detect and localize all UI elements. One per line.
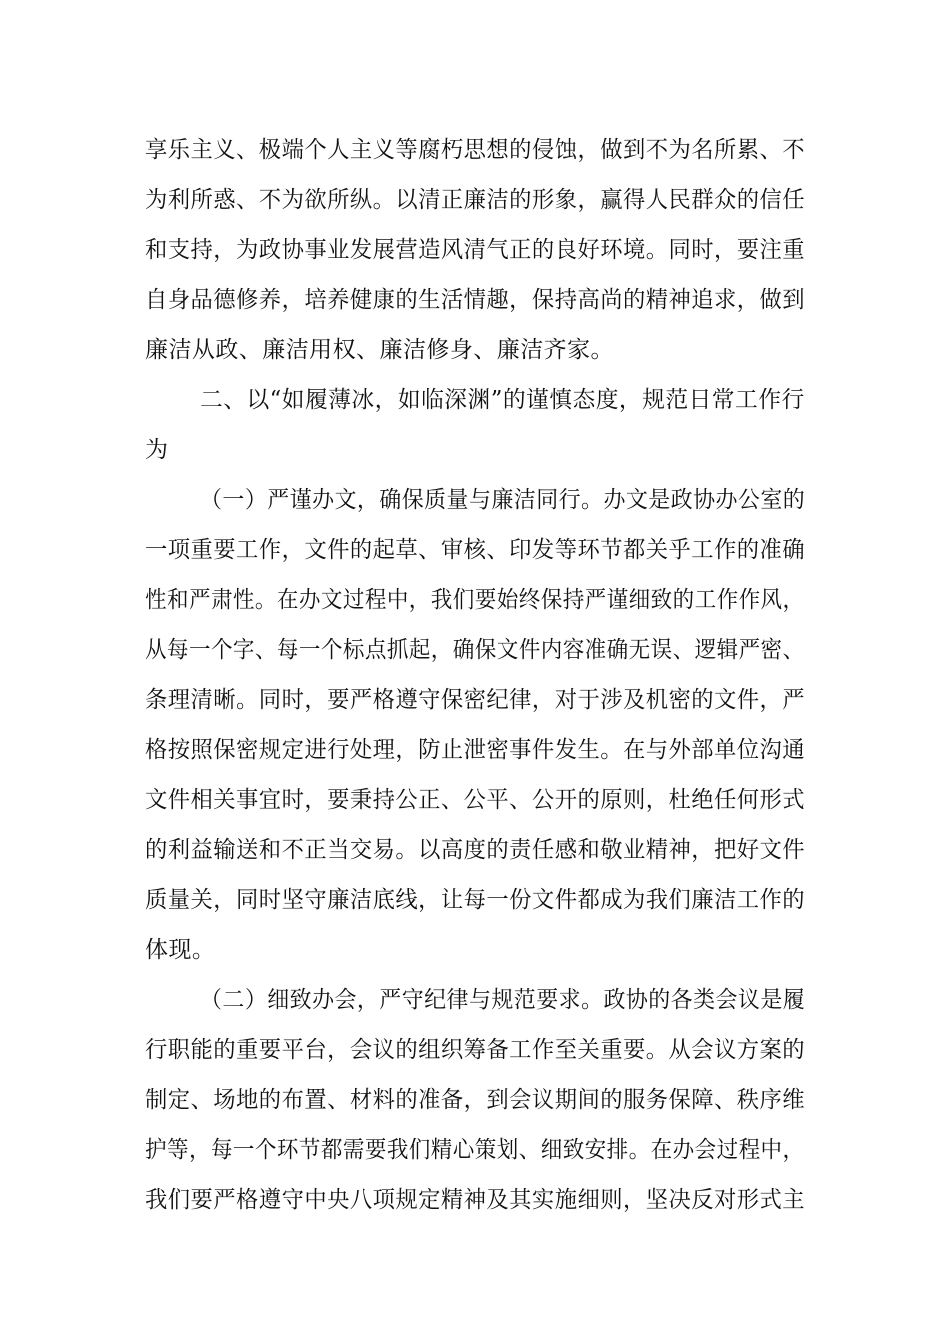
text-line: 自身品德修养，培养健康的生活情趣，保持高尚的精神追求，做到 xyxy=(145,287,806,313)
text-line: 我们要严格遵守中央八项规定精神及其实施细则，坚决反对形式主 xyxy=(145,1187,806,1213)
text-line: 行职能的重要平台，会议的组织筹备工作至关重要。从会议方案的 xyxy=(145,1037,806,1063)
text-line: 体现。 xyxy=(145,937,216,963)
text-line: 一项重要工作，文件的起草、审核、印发等环节都关乎工作的准确 xyxy=(145,537,806,563)
text-line: 为利所惑、不为欲所纵。以清正廉洁的形象，赢得人民群众的信任 xyxy=(145,187,806,213)
text-line: 从每一个字、每一个标点抓起，确保文件内容准确无误、逻辑严密、 xyxy=(145,637,805,663)
text-line: 质量关，同时坚守廉洁底线，让每一份文件都成为我们廉洁工作的 xyxy=(145,887,806,913)
text-line: 享乐主义、极端个人主义等腐朽思想的侵蚀，做到不为名所累、不 xyxy=(145,137,806,163)
text-line: （二）细致办会，严守纪律与规范要求。政协的各类会议是履 xyxy=(200,987,806,1013)
section-heading-line: 二、以“如履薄冰，如临深渊”的谨慎态度，规范日常工作行 xyxy=(200,387,805,413)
text-line: 性和严肃性。在办文过程中，我们要始终保持严谨细致的工作作风， xyxy=(145,587,805,613)
text-line: 条理清晰。同时，要严格遵守保密纪律，对于涉及机密的文件，严 xyxy=(145,687,806,713)
text-line: 护等，每一个环节都需要我们精心策划、细致安排。在办会过程中， xyxy=(145,1137,805,1163)
text-line: 和支持，为政协事业发展营造风清气正的良好环境。同时，要注重 xyxy=(145,237,806,263)
text-line: 文件相关事宜时，要秉持公正、公平、公开的原则，杜绝任何形式 xyxy=(145,787,806,813)
text-line: （一）严谨办文，确保质量与廉洁同行。办文是政协办公室的 xyxy=(200,487,806,513)
text-line: 廉洁从政、廉洁用权、廉洁修身、廉洁齐家。 xyxy=(145,337,614,363)
text-line: 格按照保密规定进行处理，防止泄密事件发生。在与外部单位沟通 xyxy=(145,737,806,763)
section-heading-line: 为 xyxy=(145,437,169,463)
text-line: 的利益输送和不正当交易。以高度的责任感和敬业精神，把好文件 xyxy=(145,837,806,863)
text-line: 制定、场地的布置、材料的准备，到会议期间的服务保障、秩序维 xyxy=(145,1087,806,1113)
